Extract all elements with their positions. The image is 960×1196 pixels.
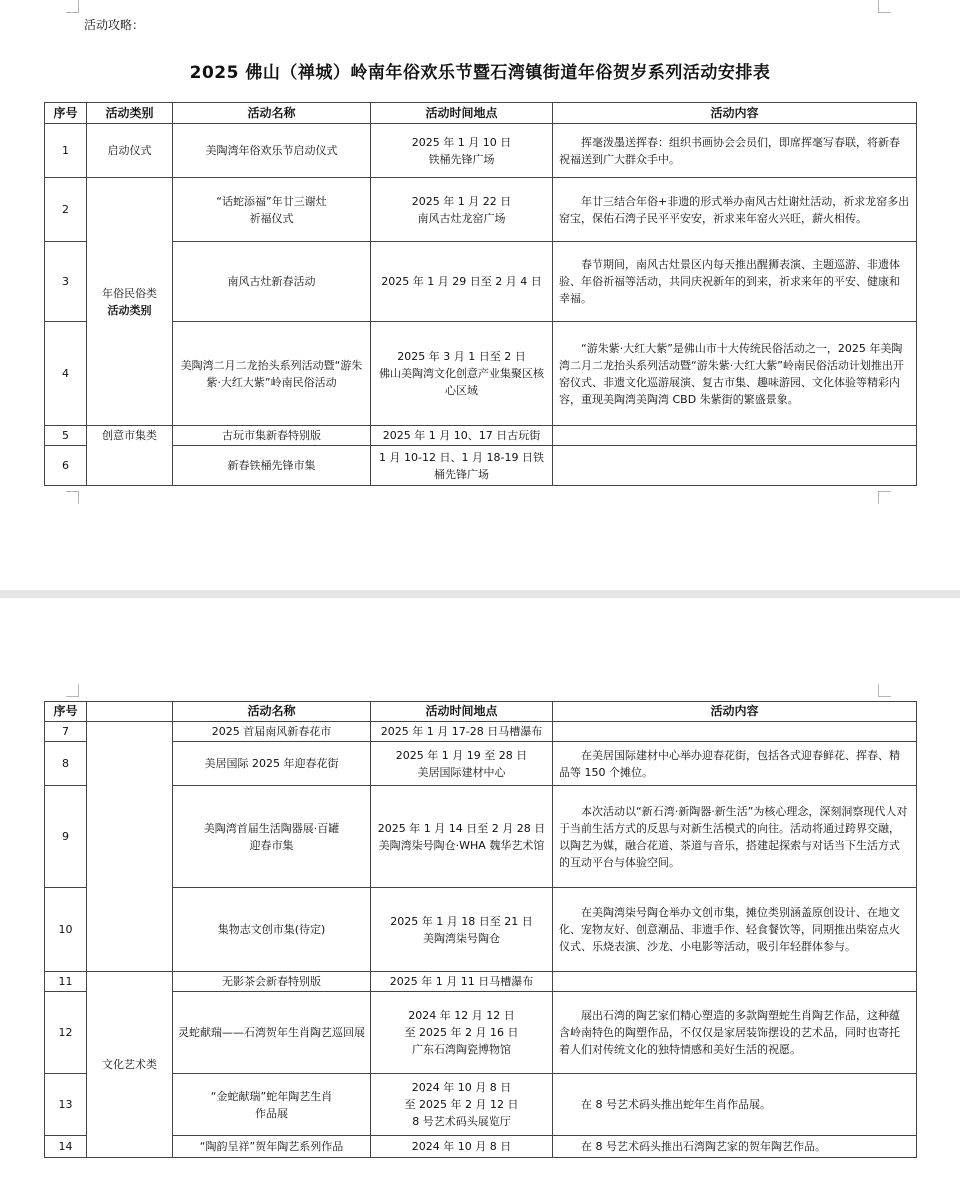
activity-name: 美居国际 2025 年迎春花街 (173, 742, 371, 786)
activity-content: 在 8 号艺术码头推出蛇年生肖作品展。 (553, 1074, 917, 1136)
activity-table-2 (44, 701, 917, 1158)
activity-content (553, 722, 917, 742)
col-header-time-place: 活动时间地点 (371, 702, 553, 722)
activity-content: 在美陶湾柒号陶仓举办文创市集，摊位类别涵盖原创设计、在地文化、宠物友好、创意潮品、非遗手作、轻食餐饮等，同期推出柴窑点火仪式、乐烧表演、沙龙、小电影等活动，吸引年轻群体参与。 (553, 888, 917, 972)
activity-name: 新春铁桶先锋市集 (173, 446, 371, 486)
activity-name: 南风古灶新春活动 (173, 242, 371, 322)
table-row (45, 786, 917, 888)
table-row (45, 178, 917, 242)
col-header-no: 序号 (45, 103, 87, 124)
activity-name: 美陶湾首届生活陶器展·百罐 迎春市集 (173, 786, 371, 888)
col-header-name: 活动名称 (173, 103, 371, 124)
crop-mark (878, 0, 891, 13)
col-header-no: 序号 (45, 702, 87, 722)
activity-name: 美陶湾二月二龙抬头系列活动暨“游朱紫·大红大紫”岭南民俗活动 (173, 322, 371, 426)
crop-mark (878, 491, 891, 504)
activity-time-place: 2025 年 1 月 17-28 日马槽瀑布 (371, 722, 553, 742)
activity-time-place: 2024 年 10 月 8 日 至 2025 年 2 月 12 日 8 号艺术码头展览厅 (371, 1074, 553, 1136)
activity-name: 古玩市集新春特别版 (173, 426, 371, 446)
row-no: 6 (45, 446, 87, 486)
activity-content (553, 426, 917, 446)
activity-time-place: 2025 年 1 月 11 日马槽瀑布 (371, 972, 553, 992)
category-cell: 文化艺术类 (87, 972, 173, 1158)
activity-time-place: 2025 年 1 月 22 日 南风古灶龙窑广场 (371, 178, 553, 242)
table-row (45, 426, 917, 446)
table-row (45, 972, 917, 992)
activity-time-place: 2024 年 12 月 12 日 至 2025 年 2 月 16 日 广东石湾陶瓷博物馆 (371, 992, 553, 1074)
activity-name: “金蛇献瑞”蛇年陶艺生肖 作品展 (173, 1074, 371, 1136)
row-no: 10 (45, 888, 87, 972)
activity-time-place: 2025 年 1 月 10、17 日古玩街 (371, 426, 553, 446)
page-title: 2025 佛山（禅城）岭南年俗欢乐节暨石湾镇街道年俗贺岁系列活动安排表 (189, 63, 771, 83)
activity-time-place: 1 月 10-12 日、1 月 18-19 日铁桶先锋广场 (371, 446, 553, 486)
activity-content: 春节期间，南风古灶景区内每天推出醒狮表演、主题巡游、非遗体验、年俗祈福等活动，共同庆祝新年的到来，祈求来年的平安、健康和幸福。 (553, 242, 917, 322)
activity-time-place: 2025 年 1 月 10 日 铁桶先锋广场 (371, 124, 553, 178)
col-header-category (87, 702, 173, 722)
col-header-category: 活动类别 (87, 103, 173, 124)
row-no: 14 (45, 1136, 87, 1158)
category-cell (87, 722, 173, 972)
row-no: 11 (45, 972, 87, 992)
col-header-content: 活动内容 (553, 702, 917, 722)
table-row (45, 1074, 917, 1136)
activity-content: 本次活动以“新石湾·新陶器·新生活”为核心理念，深刻洞察现代人对于当前生活方式的反思与对新生活模式的向往。活动将通过跨界交融，以陶艺为媒，融合花道、茶道与音乐，搭建起探索与对话当下生活方式的互动平台与体验空间。 (553, 786, 917, 888)
col-header-time-place: 活动时间地点 (371, 103, 553, 124)
row-no: 13 (45, 1074, 87, 1136)
row-no: 9 (45, 786, 87, 888)
row-no: 1 (45, 124, 87, 178)
page-gap (0, 590, 960, 598)
activity-content (553, 446, 917, 486)
activity-content: 在 8 号艺术码头推出石湾陶艺家的贺年陶艺作品。 (553, 1136, 917, 1158)
table-row (45, 722, 917, 742)
crop-mark (66, 0, 79, 13)
activity-time-place: 2025 年 3 月 1 日至 2 日 佛山美陶湾文化创意产业集聚区核心区域 (371, 322, 553, 426)
activity-name: “陶韵呈祥”贺年陶艺系列作品 (173, 1136, 371, 1158)
category-cell: 启动仪式 (87, 124, 173, 178)
activity-name: 美陶湾年俗欢乐节启动仪式 (173, 124, 371, 178)
activity-content: 挥毫泼墨送挥春：组织书画协会会员们，即席挥毫写春联，将新春祝福送到广大群众手中。 (553, 124, 917, 178)
activity-time-place: 2025 年 1 月 19 至 28 日 美居国际建材中心 (371, 742, 553, 786)
crop-mark (66, 684, 79, 697)
activity-time-place: 2025 年 1 月 18 日至 21 日 美陶湾柒号陶仓 (371, 888, 553, 972)
table-row (45, 322, 917, 426)
activity-content: 在美居国际建材中心举办迎春花街，包括各式迎春鲜花、挥春、精品等 150 个摊位。 (553, 742, 917, 786)
activity-name: “话蛇添福”年廿三谢灶 祈福仪式 (173, 178, 371, 242)
activity-content (553, 972, 917, 992)
activity-name: 无影茶会新春特别版 (173, 972, 371, 992)
activity-content: “游朱紫·大红大紫”是佛山市十大传统民俗活动之一，2025 年美陶湾二月二龙抬头系列活动暨“游朱紫·大红大紫”岭南民俗活动计划推出开窑仪式、非遗文化巡游展演、复古市集、趣味游园、文化体验等精彩内容，重现美陶湾美陶湾 CBD 朱紫街的繁盛景象。 (553, 322, 917, 426)
col-header-content: 活动内容 (553, 103, 917, 124)
category-label: 活动类别 (107, 303, 152, 317)
category-cell (87, 178, 173, 426)
table-header-row (45, 702, 917, 722)
table-row (45, 888, 917, 972)
row-no: 12 (45, 992, 87, 1074)
activity-time-place: 2024 年 10 月 8 日 (371, 1136, 553, 1158)
table-row (45, 124, 917, 178)
row-no: 5 (45, 426, 87, 446)
activity-name: 集物志文创市集(待定) (173, 888, 371, 972)
header-note: 活动攻略： (84, 18, 145, 32)
activity-table-1 (44, 102, 917, 486)
crop-mark (878, 684, 891, 697)
row-no: 2 (45, 178, 87, 242)
category-cell: 创意市集类 (87, 426, 173, 486)
table-row (45, 446, 917, 486)
activity-name: 2025 首届南风新春花市 (173, 722, 371, 742)
row-no: 7 (45, 722, 87, 742)
category-label: 年俗民俗类 (102, 286, 157, 300)
activity-name: 灵蛇献瑞——石湾贺年生肖陶艺巡回展 (173, 992, 371, 1074)
table-row (45, 742, 917, 786)
crop-mark (66, 491, 79, 504)
document-page-2 (0, 598, 960, 1196)
row-no: 3 (45, 242, 87, 322)
document-page-1 (0, 0, 960, 590)
activity-time-place: 2025 年 1 月 14 日至 2 月 28 日 美陶湾柒号陶仓·WHA 魏华艺术馆 (371, 786, 553, 888)
col-header-name: 活动名称 (173, 702, 371, 722)
table-header-row (45, 103, 917, 124)
table-row (45, 1136, 917, 1158)
row-no: 8 (45, 742, 87, 786)
activity-content: 展出石湾的陶艺家们精心塑造的多款陶塑蛇生肖陶艺作品，这种蕴含岭南特色的陶塑作品，不仅仅是家居装饰摆设的艺术品，同时也寄托着人们对传统文化的独特情感和美好生活的祝愿。 (553, 992, 917, 1074)
table-row (45, 242, 917, 322)
activity-content: 年廿三结合年俗+非遗的形式举办南风古灶谢灶活动，祈求龙窑多出窑宝，保佑石湾子民平平安安，祈求来年窑火兴旺，薪火相传。 (553, 178, 917, 242)
table-row (45, 992, 917, 1074)
activity-time-place: 2025 年 1 月 29 日至 2 月 4 日 (371, 242, 553, 322)
row-no: 4 (45, 322, 87, 426)
